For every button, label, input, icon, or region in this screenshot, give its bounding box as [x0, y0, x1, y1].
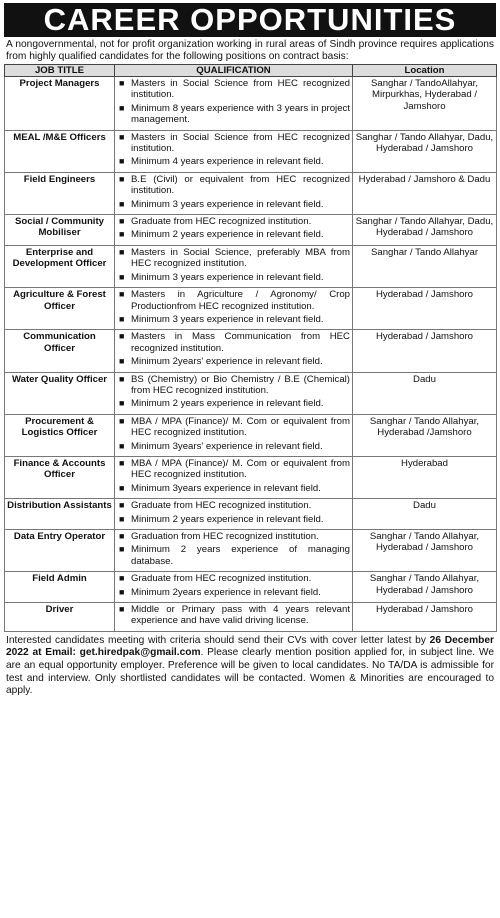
bullet-icon: ■: [119, 373, 125, 384]
bullet-icon: ■: [119, 246, 125, 257]
qualification-text: Graduate from HEC recognized institution.: [131, 573, 312, 585]
bullet-icon: ■: [119, 102, 125, 113]
table-row: [5, 372, 497, 414]
qualification-item: [117, 544, 350, 567]
job-title: Field Engineers: [5, 172, 115, 214]
location: Sanghar / Tando Allahyar: [353, 245, 497, 287]
bullet-icon: ■: [119, 313, 125, 324]
qualification-item: [117, 416, 350, 439]
header-location: Location: [353, 65, 497, 77]
header-qualification: QUALIFICATION: [115, 65, 353, 77]
qualification-text: Minimum 2 years experience of managing database.: [131, 544, 350, 567]
bullet-icon: ■: [119, 198, 125, 209]
job-title: Driver: [5, 603, 115, 632]
qualification-cell: [115, 215, 353, 246]
qualification-item: [117, 103, 350, 126]
bullet-icon: ■: [119, 586, 125, 597]
bullet-icon: ■: [119, 173, 125, 184]
location: Sanghar / Tando Allahyar, Dadu, Hyderabad / Jamshoro: [353, 130, 497, 172]
qualification-cell: [115, 499, 353, 530]
qualification-text: Masters in Mass Communication from HEC recognized institution.: [131, 331, 350, 354]
qualification-cell: [115, 456, 353, 498]
qualification-item: [117, 331, 350, 354]
qualification-cell: [115, 172, 353, 214]
job-title: Project Managers: [5, 77, 115, 131]
qualification-text: Minimum 8 years experience with 3 years in project management.: [131, 102, 350, 126]
table-row: [5, 414, 497, 456]
table-row: [5, 530, 497, 572]
table-row: [5, 603, 497, 632]
table-row: [5, 77, 497, 131]
location: Hyderabad / Jamshoro & Dadu: [353, 172, 497, 214]
qualification-item: [117, 174, 350, 197]
qualification-text: Masters in Social Science from HEC recognized institution.: [131, 78, 350, 101]
qualification-text: Minimum 4 years experience in relevant field.: [131, 156, 324, 168]
qualification-text: Minimum 2years experience in relevant field.: [131, 586, 321, 598]
qualification-item: [117, 199, 350, 210]
qualification-cell: [115, 572, 353, 603]
qualification-cell: [115, 288, 353, 330]
page-title: CAREER OPPORTUNITIES: [4, 3, 496, 37]
table-row: [5, 456, 497, 498]
qualification-item: [117, 531, 350, 542]
qualification-text: Minimum 3 years experience in relevant field.: [131, 271, 324, 283]
qualification-text: Middle or Primary pass with 4 years relevant experience and have valid driving license.: [131, 604, 350, 627]
job-title: Communication Officer: [5, 330, 115, 372]
bullet-icon: ■: [119, 271, 125, 282]
footer-part2: at Email:: [28, 647, 80, 659]
qualification-text: Minimum 2years' experience in relevant field.: [131, 356, 323, 368]
qualification-item: [117, 156, 350, 167]
intro-text: A nongovernmental, not for profit organization working in rural areas of Sindh province requires applications from highly qualified candidates for the following positions on contract basis:: [6, 39, 494, 62]
job-title: Procurement & Logistics Officer: [5, 414, 115, 456]
qualification-text: MBA / MPA (Finance)/ M. Com or equivalent from HEC recognized institution.: [131, 457, 350, 481]
qualification-item: [117, 356, 350, 367]
job-title: MEAL /M&E Officers: [5, 130, 115, 172]
qualification-cell: [115, 130, 353, 172]
qualification-cell: [115, 372, 353, 414]
qualification-text: Graduate from HEC recognized institution.: [131, 216, 312, 228]
footer-text: [6, 635, 494, 698]
qualification-item: [117, 441, 350, 452]
contact-email[interactable]: get.hiredpak@gmail.com: [79, 647, 201, 659]
qualification-cell: [115, 330, 353, 372]
qualification-text: Minimum 2 years experience in relevant field.: [131, 229, 324, 241]
bullet-icon: ■: [119, 482, 125, 493]
bullet-icon: ■: [119, 156, 125, 167]
bullet-icon: ■: [119, 544, 125, 555]
qualification-item: [117, 483, 350, 494]
job-title: Agriculture & Forest Officer: [5, 288, 115, 330]
qualification-text: Masters in Social Science from HEC recognized institution.: [131, 131, 350, 155]
bullet-icon: ■: [119, 331, 125, 342]
bullet-icon: ■: [119, 415, 125, 426]
location: Hyderabad / Jamshoro: [353, 603, 497, 632]
qualification-item: [117, 573, 350, 584]
table-row: [5, 572, 497, 603]
location: Sanghar / Tando Allahyar, Hyderabad / Jamshoro: [353, 530, 497, 572]
footer-part3: . Please clearly mention position applied for, in subject line. We are an equal opportunity employer. Preference will be given to local candidates. No TA/DA is admissible for test and interview. Only shortlisted candidates will be contacted. Women & Minorities are encouraged to apply.: [6, 647, 495, 697]
job-title: Water Quality Officer: [5, 372, 115, 414]
location: Dadu: [353, 499, 497, 530]
qualification-text: Minimum 2 years experience in relevant field.: [131, 398, 324, 410]
bullet-icon: ■: [119, 457, 125, 468]
header-job-title: JOB TITLE: [5, 65, 115, 77]
qualification-text: Minimum 3years' experience in relevant field.: [131, 440, 323, 452]
job-title: Social / Community Mobiliser: [5, 215, 115, 246]
qualification-item: [117, 247, 350, 270]
qualification-cell: [115, 77, 353, 131]
deadline-date: 26 December 2022: [6, 634, 494, 659]
qualification-text: Graduation from HEC recognized institution.: [131, 531, 319, 542]
qualification-text: Graduate from HEC recognized institution.: [131, 500, 312, 512]
table-row: [5, 288, 497, 330]
qualification-text: Minimum 3 years experience in relevant field.: [131, 198, 324, 210]
qualification-item: [117, 458, 350, 481]
jobs-table: [4, 64, 497, 632]
qualification-item: [117, 604, 350, 627]
qualification-text: MBA / MPA (Finance)/ M. Com or equivalent from HEC recognized institution.: [131, 415, 350, 439]
table-row: [5, 130, 497, 172]
qualification-cell: [115, 245, 353, 287]
qualification-item: [117, 229, 350, 240]
job-title: Finance & Accounts Officer: [5, 456, 115, 498]
qualification-item: [117, 132, 350, 155]
job-title: Distribution Assistants: [5, 499, 115, 530]
bullet-icon: ■: [119, 216, 125, 227]
qualification-item: [117, 216, 350, 227]
qualification-text: BS (Chemistry) or Bio Chemistry / B.E (Chemical) from HEC recognized institution.: [131, 373, 350, 396]
table-row: [5, 215, 497, 246]
table-row: [5, 172, 497, 214]
location: Hyderabad / Jamshoro: [353, 288, 497, 330]
bullet-icon: ■: [119, 604, 125, 615]
job-title: Field Admin: [5, 572, 115, 603]
bullet-icon: ■: [119, 289, 125, 300]
qualification-text: Minimum 3years experience in relevant field.: [131, 482, 321, 494]
qualification-text: Minimum 3 years experience in relevant field.: [131, 313, 324, 325]
qualification-item: [117, 289, 350, 312]
bullet-icon: ■: [119, 131, 125, 142]
job-title: Data Entry Operator: [5, 530, 115, 572]
location: Sanghar / Tando Allahyar, Hyderabad / Jamshoro: [353, 572, 497, 603]
qualification-item: [117, 500, 350, 511]
job-title: Enterprise and Development Officer: [5, 245, 115, 287]
bullet-icon: ■: [119, 78, 125, 88]
qualification-item: [117, 398, 350, 409]
qualification-item: [117, 514, 350, 525]
qualification-item: [117, 587, 350, 598]
location: Hyderabad / Jamshoro: [353, 330, 497, 372]
table-row: [5, 245, 497, 287]
qualification-item: [117, 374, 350, 397]
qualification-text: Masters in Agriculture / Agronomy/ Crop Productionfrom HEC recognized institution.: [131, 289, 350, 312]
qualification-cell: [115, 414, 353, 456]
location: Sanghar / Tando Allahyar, Dadu, Hyderabad / Jamshoro: [353, 215, 497, 246]
bullet-icon: ■: [119, 356, 125, 367]
qualification-text: Minimum 2 years experience in relevant field.: [131, 513, 324, 525]
bullet-icon: ■: [119, 398, 125, 409]
table-row: [5, 330, 497, 372]
qualification-item: [117, 314, 350, 325]
qualification-item: [117, 272, 350, 283]
location: Dadu: [353, 372, 497, 414]
bullet-icon: ■: [119, 573, 125, 584]
bullet-icon: ■: [119, 500, 125, 511]
table-header-row: [5, 65, 497, 77]
qualification-text: B.E (Civil) or equivalent from HEC recognized institution.: [131, 173, 350, 197]
table-row: [5, 499, 497, 530]
location: Sanghar / Tando Allahyar, Hyderabad /Jamshoro: [353, 414, 497, 456]
bullet-icon: ■: [119, 440, 125, 451]
qualification-item: [117, 78, 350, 101]
bullet-icon: ■: [119, 229, 125, 240]
bullet-icon: ■: [119, 531, 125, 541]
location: Hyderabad: [353, 456, 497, 498]
qualification-cell: [115, 530, 353, 572]
qualification-cell: [115, 603, 353, 632]
bullet-icon: ■: [119, 513, 125, 524]
location: Sanghar / TandoAllahyar, Mirpurkhas, Hyderabad / Jamshoro: [353, 77, 497, 131]
qualification-text: Masters in Social Science, preferably MBA from HEC recognized institution.: [131, 246, 350, 270]
footer-part1: Interested candidates meeting with criteria should send their CVs with cover letter latest by: [6, 634, 426, 646]
